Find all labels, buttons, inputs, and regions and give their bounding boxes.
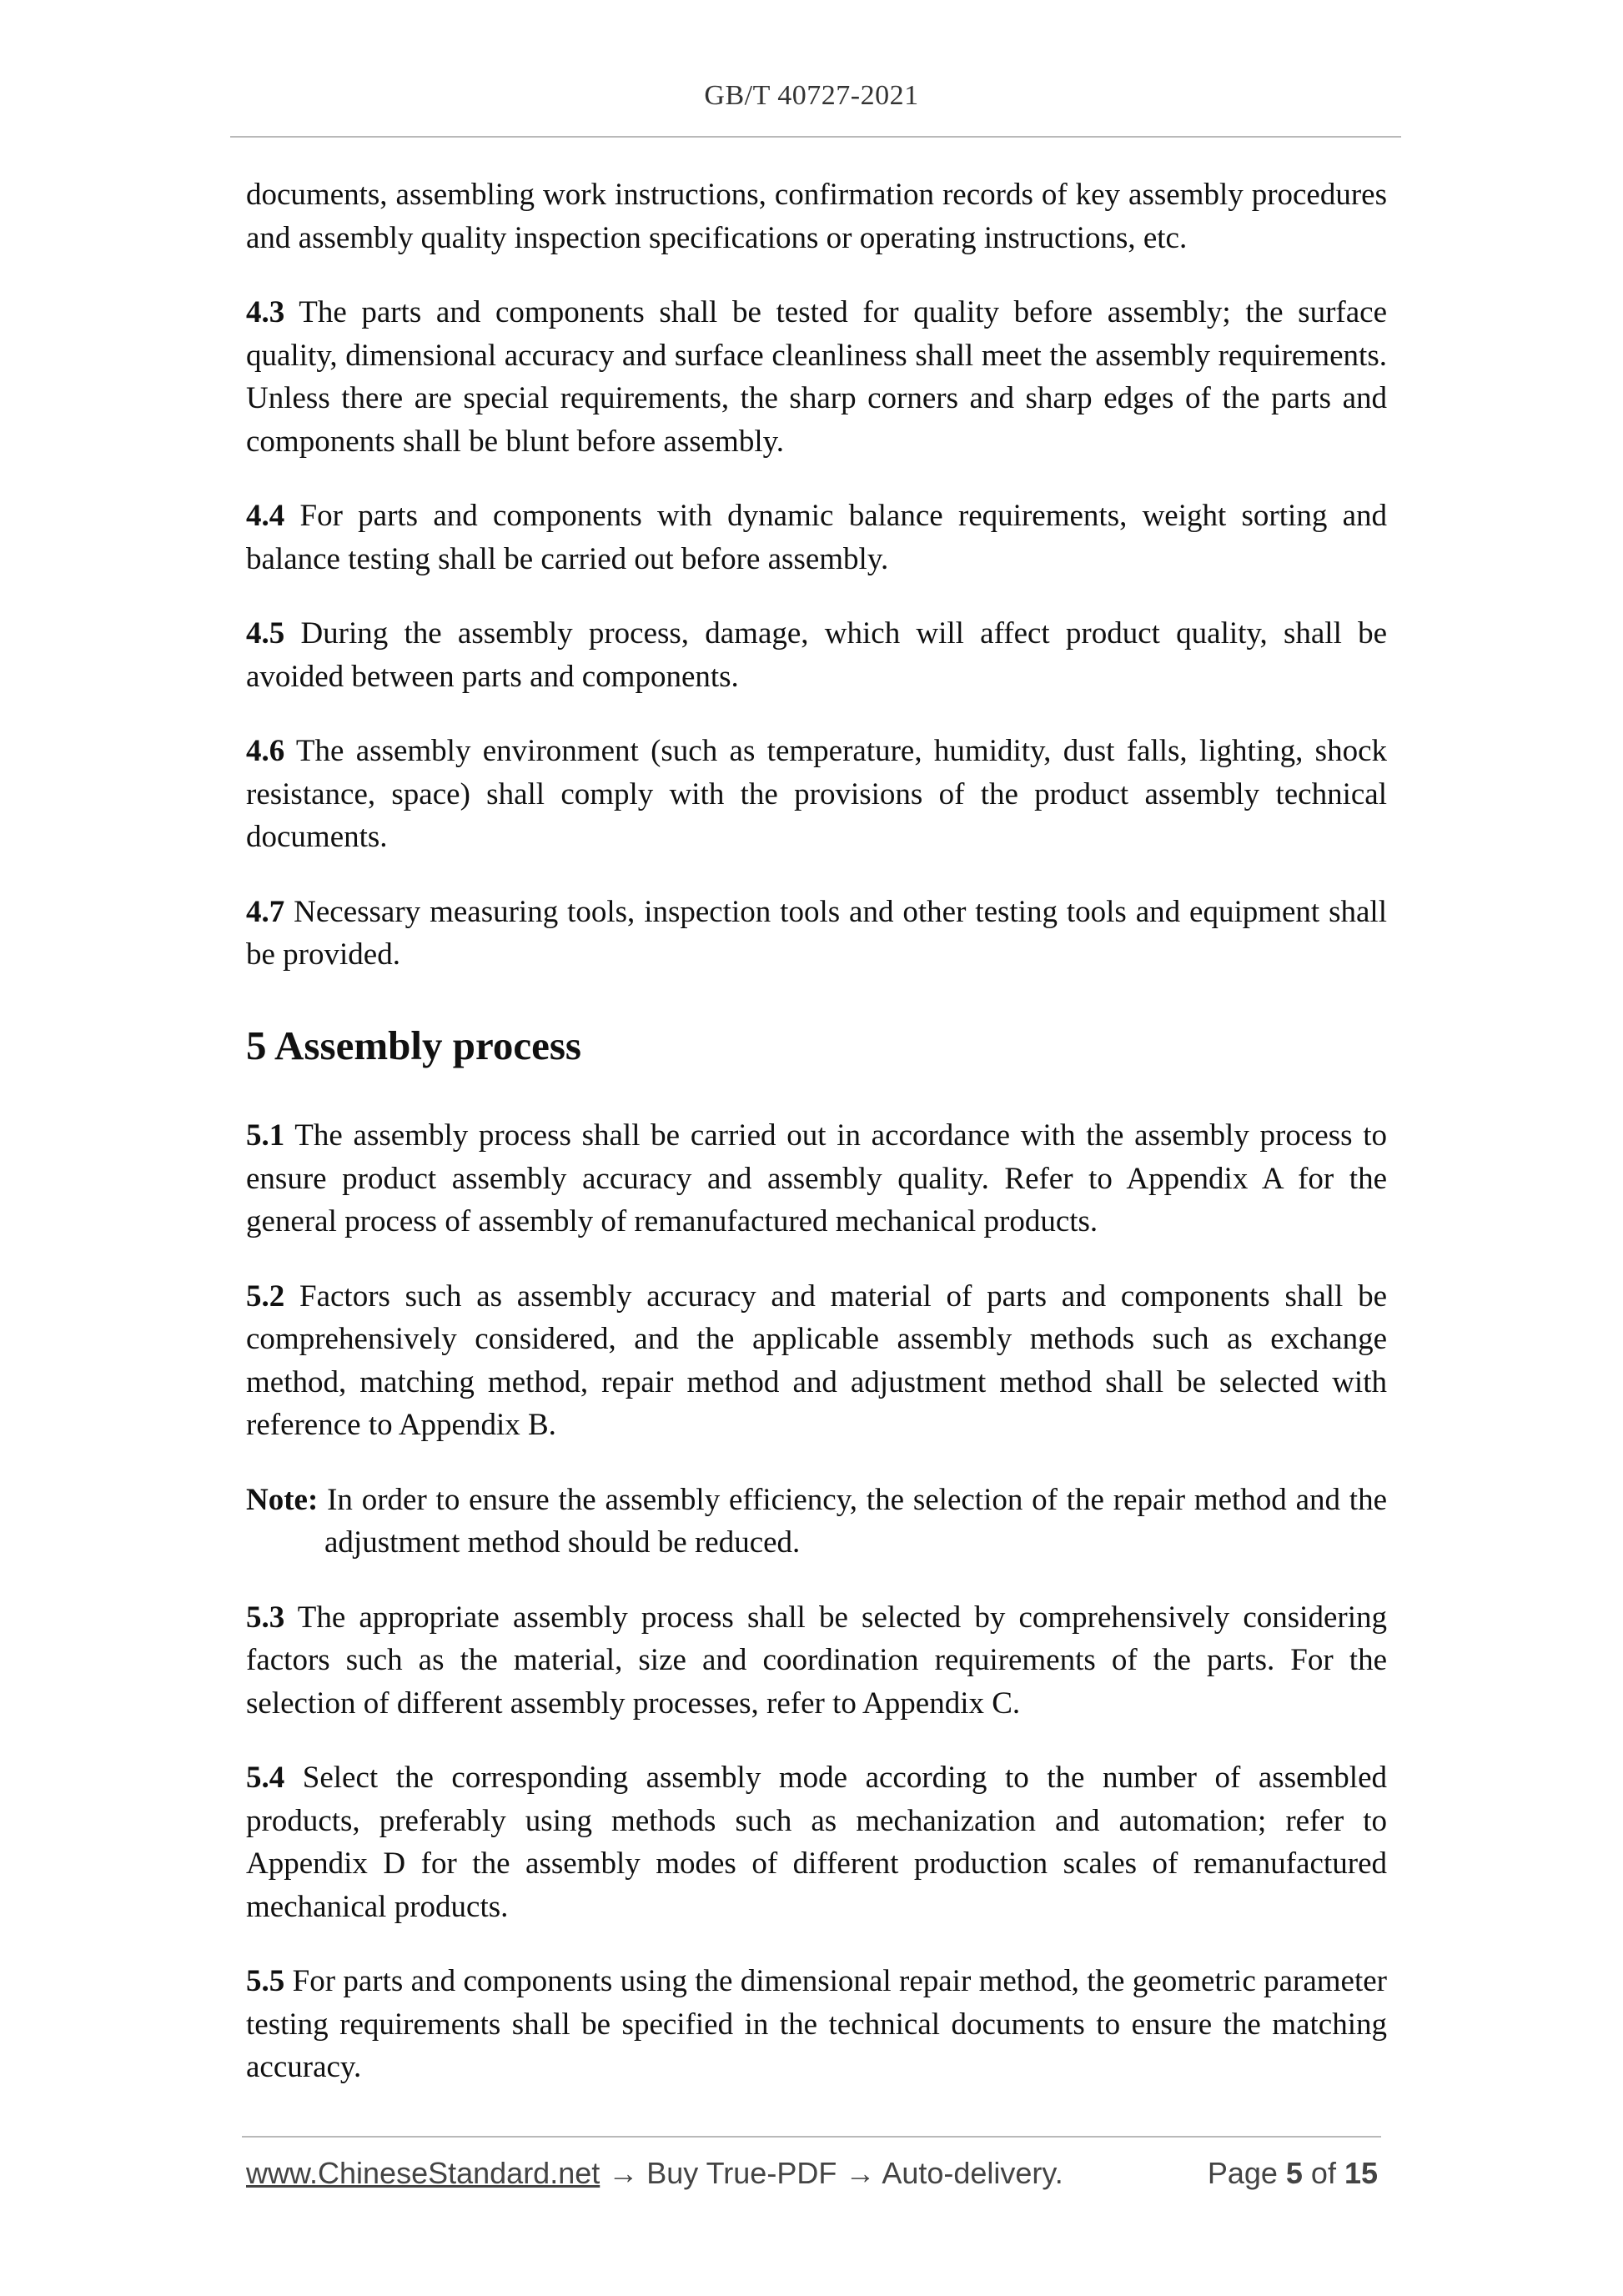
page-total: 15 [1344, 2156, 1378, 2190]
clause-4-5 [246, 612, 1387, 698]
clause-text: The assembly environment (such as temperature, humidity, dust falls, lighting, shock resistance, space) shall comply with the provisions of the product assembly technical documents. [246, 734, 1387, 854]
clause-4-4 [246, 495, 1387, 580]
clause-text: Factors such as assembly accuracy and material of parts and components shall be comprehensively considered, and the applicable assembly methods such as exchange method, matching method, repair method and adjustment method shall be selected with reference to Appendix B. [246, 1279, 1387, 1443]
website-link[interactable]: www.ChineseStandard.net [246, 2156, 600, 2190]
footer-tagline: → Buy True-PDF → Auto-delivery. [600, 2156, 1063, 2190]
header-divider [230, 136, 1401, 138]
clause-text: For parts and components using the dimensional repair method, the geometric parameter testing requirements shall be specified in the technical documents to ensure the matching accuracy. [246, 1964, 1387, 2085]
clause-number: 5.5 [246, 1964, 285, 1999]
clause-number: 4.6 [246, 734, 285, 768]
footer-divider [242, 2136, 1381, 2138]
clause-4-3 [246, 291, 1387, 463]
clause-text: The appropriate assembly process shall be selected by comprehensively considering factors such as the material, size and coordination requirements of the parts. For the selection of different assembly processes, refer to Appendix C. [246, 1600, 1387, 1721]
clause-number: 5.2 [246, 1279, 285, 1314]
footer-promo [246, 2156, 1063, 2191]
note-text: In order to ensure the assembly efficiency, the selection of the repair method and the adjustment method should be reduced. [318, 1482, 1387, 1560]
clause-text: Necessary measuring tools, inspection tools and other testing tools and equipment shall be provided. [246, 894, 1387, 972]
paragraph-continuation [246, 173, 1387, 259]
clause-text: During the assembly process, damage, which will affect product quality, shall be avoided between parts and components. [246, 616, 1387, 694]
clause-number: 5.4 [246, 1761, 285, 1796]
page-number [1208, 2156, 1378, 2191]
clause-text: The assembly process shall be carried out in accordance with the assembly process to ensure product assembly accuracy and assembly quality. Refer to Appendix A for the general process of assembly of remanufactured mechanical products. [246, 1118, 1387, 1239]
document-body [246, 173, 1387, 2121]
clause-5-5 [246, 1960, 1387, 2089]
note-label: Note: [246, 1482, 319, 1517]
clause-number: 5.1 [246, 1118, 285, 1153]
clause-5-4 [246, 1756, 1387, 1928]
clause-4-7 [246, 891, 1387, 977]
clause-5-3 [246, 1596, 1387, 1726]
page-label: Page [1207, 2156, 1286, 2190]
page-current: 5 [1285, 2156, 1303, 2190]
clause-text: Select the corresponding assembly mode according to the number of assembled products, preferably using methods such as mechanization and automation; refer to Appendix D for the assembly modes of different production scales of remanufactured mechanical products. [246, 1761, 1387, 1924]
note-5-2 [246, 1479, 1387, 1565]
clause-5-1 [246, 1114, 1387, 1243]
document-header-title: GB/T 40727-2021 [704, 80, 919, 111]
page-of-label: of [1302, 2156, 1344, 2190]
clause-4-6 [246, 730, 1387, 859]
clause-number: 5.3 [246, 1600, 285, 1635]
clause-number: 4.4 [246, 499, 285, 533]
clause-number: 4.5 [246, 616, 285, 651]
clause-number: 4.7 [246, 894, 285, 929]
section-5-heading: 5 Assembly process [246, 1022, 582, 1068]
clause-text: The parts and components shall be tested for quality before assembly; the surface quality, dimensional accuracy and surface cleanliness shall meet the assembly requirements. Unless there are special requirements, the sharp corners and sharp edges of the parts and components shall be blunt before assembly. [246, 295, 1387, 459]
clause-number: 4.3 [246, 295, 285, 329]
clause-text: For parts and components with dynamic balance requirements, weight sorting and balance testing shall be carried out before assembly. [246, 499, 1387, 576]
clause-5-2 [246, 1275, 1387, 1447]
paragraph-text: documents, assembling work instructions, confirmation records of key assembly procedures and assembly quality inspection specifications or operating instructions, etc. [246, 178, 1387, 255]
